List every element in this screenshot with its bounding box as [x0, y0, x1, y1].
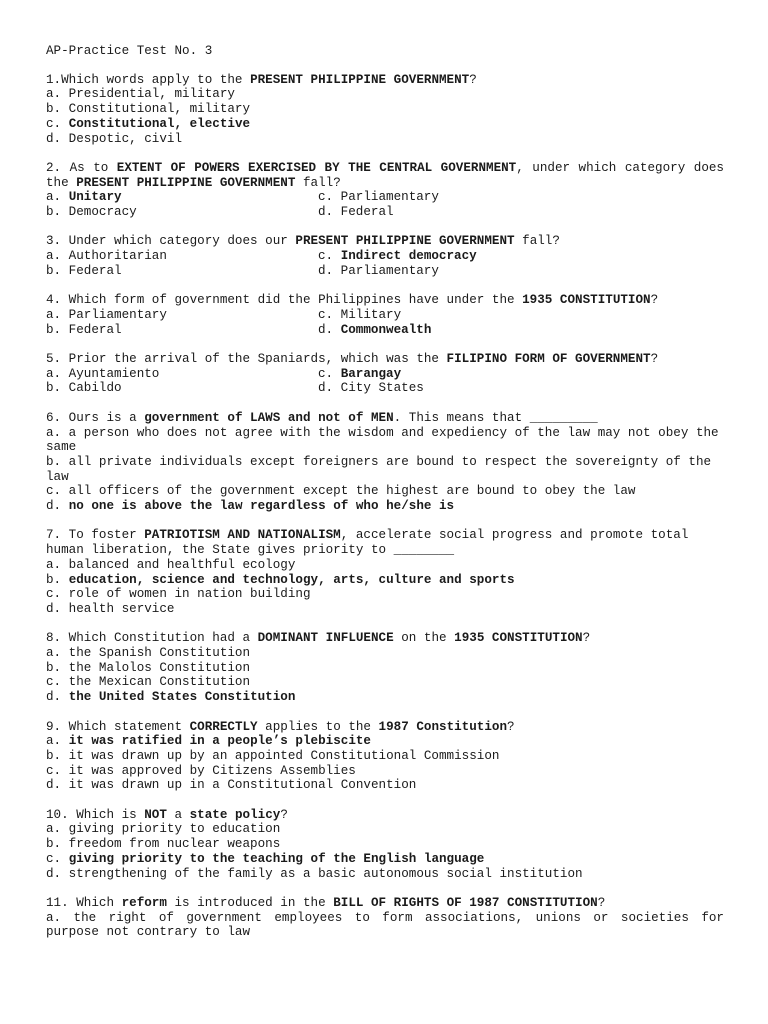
option-b: b. Democracy: [46, 205, 137, 220]
option-b: b. Federal: [46, 322, 122, 337]
question-6: [46, 410, 727, 514]
question-5: [46, 352, 724, 396]
correct-answer: Indirect democracy: [340, 249, 477, 264]
correct-answer: the United States Constitution: [68, 690, 296, 705]
question-stem: [46, 73, 724, 88]
option-a: a. Presidential, military: [46, 87, 235, 102]
option-letter: b.: [46, 572, 69, 587]
option-b: b. Constitutional, military: [46, 102, 251, 117]
question-stem: [46, 631, 724, 646]
option-letter: c.: [318, 366, 341, 381]
question-1: [46, 73, 724, 147]
stem-emphasis: EXTENT OF POWERS EXERCISED BY THE CENTRAL GOVERNMENT: [116, 160, 517, 175]
stem-text: 5. Prior the arrival of the Spaniards, which was the: [46, 352, 447, 366]
option-letter: d.: [46, 690, 69, 705]
option-d: d. health service: [46, 601, 175, 616]
stem-text: , under which category does the: [46, 160, 724, 190]
stem-emphasis: NOT: [144, 807, 167, 822]
question-stem: [46, 293, 724, 308]
option-b: b. the Malolos Constitution: [46, 660, 251, 675]
correct-answer: education, science and technology, arts, culture and sports: [68, 572, 515, 587]
question-3: [46, 234, 724, 278]
option-letter: a.: [46, 190, 69, 205]
option-letter: c.: [46, 116, 69, 131]
options-row: [46, 190, 724, 205]
option-c: c. Parliamentary: [318, 190, 439, 205]
stem-text: on the: [393, 631, 455, 646]
correct-answer: Commonwealth: [340, 322, 432, 337]
correct-answer: no one is above the law regardless of who he/she is: [68, 499, 455, 514]
option-c: c. all officers of the government except the highest are bound to obey the law: [46, 484, 636, 499]
option-c: [318, 367, 590, 382]
question-8: [46, 631, 724, 705]
option-a: a. a person who does not agree with the wisdom and expediency of the law may not obey the same: [46, 425, 727, 455]
options-row: [46, 249, 724, 264]
stem-text: 6. Ours is a: [46, 410, 145, 425]
stem-text: 7. To foster: [46, 528, 145, 543]
option-a: a. balanced and healthful ecology: [46, 557, 296, 572]
stem-emphasis: CORRECTLY: [189, 719, 258, 734]
option-c: [46, 117, 724, 132]
option-b: b. Federal: [46, 263, 122, 278]
question-2: [46, 161, 724, 220]
stem-text: 3. Under which category does our: [46, 234, 296, 249]
option-a: [46, 734, 724, 749]
options-row: [46, 308, 724, 323]
stem-text: ?: [280, 807, 288, 822]
option-d: d. Parliamentary: [318, 263, 439, 278]
options-row: [46, 264, 724, 279]
option-d: d. Despotic, civil: [46, 131, 183, 146]
options-row: [46, 381, 724, 396]
stem-text: . This means that _________: [393, 410, 598, 425]
question-stem: [46, 896, 724, 911]
question-7: [46, 528, 724, 616]
option-letter: c.: [318, 249, 341, 264]
stem-emphasis: FILIPINO FORM OF GOVERNMENT: [446, 352, 651, 366]
question-stem: [46, 720, 724, 735]
option-letter: d.: [46, 499, 69, 514]
question-stem: [46, 161, 724, 190]
question-9: [46, 720, 724, 794]
question-11: [46, 896, 724, 940]
option-d: d. Federal: [318, 205, 394, 220]
stem-text: 9. Which statement: [46, 719, 190, 734]
stem-emphasis: 1987 Constitution: [378, 719, 508, 734]
option-a: a. Ayuntamiento: [46, 366, 160, 381]
option-c: c. it was approved by Citizens Assemblies: [46, 763, 356, 778]
option-c: [46, 852, 724, 867]
correct-answer: Constitutional, elective: [68, 116, 251, 131]
option-b: b. all private individuals except foreigners are bound to respect the sovereignty of the law: [46, 454, 719, 484]
question-stem: [46, 352, 724, 367]
option-a: a. giving priority to education: [46, 822, 281, 837]
option-b: b. it was drawn up by an appointed Constitutional Commission: [46, 748, 500, 763]
correct-answer: Unitary: [68, 190, 122, 205]
stem-text: ?: [469, 72, 477, 87]
question-stem: [46, 808, 724, 823]
option-a: a. Parliamentary: [46, 307, 167, 322]
stem-emphasis: PRESENT PHILIPPINE GOVERNMENT: [250, 72, 470, 87]
correct-answer: giving priority to the teaching of the English language: [68, 851, 485, 866]
options-row: [46, 205, 724, 220]
option-c: c. Military: [318, 307, 402, 322]
stem-text: applies to the: [257, 719, 379, 734]
correct-answer: Barangay: [340, 366, 402, 381]
stem-emphasis: PATRIOTISM AND NATIONALISM: [144, 528, 341, 543]
stem-emphasis: DOMINANT INFLUENCE: [257, 631, 394, 646]
option-c: [318, 249, 590, 264]
stem-emphasis: reform: [121, 895, 167, 910]
option-d: d. it was drawn up in a Constitutional Convention: [46, 778, 417, 793]
options-row: [46, 323, 724, 338]
option-d: [318, 323, 590, 338]
page-title: AP-Practice Test No. 3: [46, 44, 213, 58]
stem-emphasis: 1935 CONSTITUTION: [522, 293, 651, 308]
option-a: a. the right of government employees to form associations, unions or societies for purpose not contrary to law: [46, 910, 724, 940]
stem-text: , accelerate social progress and promote total human liberation, the State gives priority to ________: [46, 528, 689, 558]
stem-emphasis: BILL OF RIGHTS OF 1987 CONSTITUTION: [333, 895, 598, 910]
stem-emphasis: PRESENT PHILIPPINE GOVERNMENT: [76, 175, 296, 190]
stem-text: ?: [507, 719, 515, 734]
stem-text: 11. Which: [46, 895, 122, 910]
stem-text: ?: [597, 895, 606, 910]
option-b: b. Cabildo: [46, 381, 122, 396]
option-d: [46, 499, 724, 514]
stem-text: is introduced in the: [166, 895, 334, 910]
option-a: [46, 190, 318, 205]
correct-answer: it was ratified in a people’s plebiscite: [68, 734, 371, 749]
stem-text: ?: [650, 352, 659, 366]
option-b: b. freedom from nuclear weapons: [46, 837, 281, 852]
stem-emphasis: 1935 CONSTITUTION: [454, 631, 583, 646]
stem-text: fall?: [295, 175, 341, 190]
option-letter: c.: [46, 851, 69, 866]
stem-text: ?: [582, 631, 591, 646]
question-4: [46, 293, 724, 337]
option-d: d. strengthening of the family as a basic autonomous social institution: [46, 866, 583, 881]
stem-text: 4. Which form of government did the Philippines have under the: [46, 293, 523, 308]
stem-text: 8. Which Constitution had a: [46, 631, 258, 646]
stem-text: 2. As to: [46, 160, 117, 175]
stem-emphasis: PRESENT PHILIPPINE GOVERNMENT: [295, 234, 515, 249]
question-stem: [46, 411, 724, 426]
stem-text: ?: [650, 293, 659, 308]
option-letter: a.: [46, 734, 69, 749]
option-a: a. Authoritarian: [46, 249, 167, 264]
stem-text: a: [166, 807, 190, 822]
option-a: a. the Spanish Constitution: [46, 646, 251, 661]
question-stem: [46, 234, 724, 249]
stem-text: fall?: [514, 234, 560, 249]
option-letter: d.: [318, 322, 341, 337]
option-c: c. role of women in nation building: [46, 587, 311, 602]
option-d: d. City States: [318, 381, 424, 396]
question-10: [46, 808, 724, 882]
question-stem: [46, 528, 724, 557]
stem-emphasis: state policy: [189, 807, 281, 822]
option-c: c. the Mexican Constitution: [46, 675, 251, 690]
option-d: [46, 690, 724, 705]
stem-text: 1.Which words apply to the: [46, 72, 251, 87]
stem-emphasis: government of LAWS and not of MEN: [144, 410, 394, 425]
options-row: [46, 367, 724, 382]
option-b: [46, 573, 724, 588]
stem-text: 10. Which is: [46, 807, 145, 822]
